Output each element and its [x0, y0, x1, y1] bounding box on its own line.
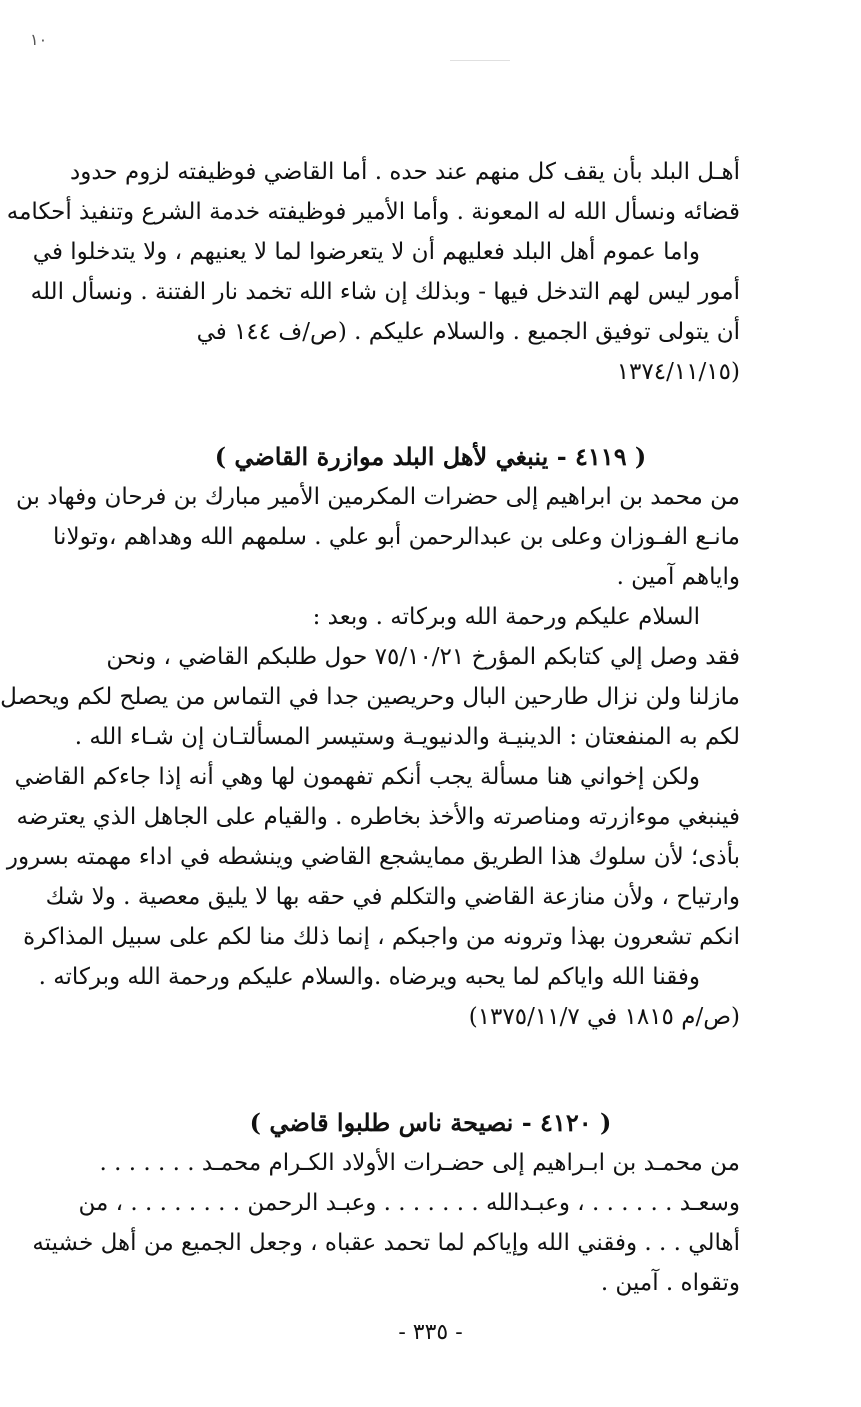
text-line: وسعـد . . . . . . ، وعبـدالله . . . . . . . وعبـد الرحمن . . . . . . . . ، من — [78, 1190, 740, 1216]
text-line: أمور ليس لهم التدخل فيها - وبذلك إن شاء الله تخمد نار الفتنة . ونسأل الله — [30, 279, 740, 305]
section-heading-4119: ( ٤١١٩ - ينبغي لأهل البلد موازرة القاضي ) — [214, 442, 647, 471]
text-line: مانـع الفـوزان وعلى بن عبدالرحمن أبو علي . سلمهم الله وهداهم ،وتولانا — [53, 524, 740, 550]
section-4120-body — [32, 1143, 740, 1303]
text-line: وارتياح ، ولأن منازعة القاضي والتكلم في حقه بها لا يليق معصية . ولا شك — [45, 884, 740, 910]
text-line: من محمد بن ابراهيم إلى حضرات المكرمين الأمير مبارك بن فرحان وفهاد بن — [16, 484, 740, 510]
text-line: مازلنا ولن نزال طارحين البال وحريصين جدا في التماس من يصلح لكم ويحصل — [0, 684, 740, 710]
text-line: بأذى؛ لأن سلوك هذا الطريق ممايشجع القاضي وينشطه في اداء مهمته بسرور — [6, 844, 740, 870]
intro-paragraph — [6, 152, 740, 392]
text-line: ولكن إخواني هنا مسألة يجب أنكم تفهمون لها وهي أنه إذا جاءكم القاضي — [14, 764, 700, 790]
section-heading-4120: ( ٤١٢٠ - نصيحة ناس طلبوا قاضي ) — [249, 1108, 612, 1137]
text-line: قضائه ونسأل الله له المعونة . وأما الأمير فوظيفته خدمة الشرع وتنفيذ أحكامه — [6, 199, 740, 225]
reference-line: (١٣٧٤/١١/١٥ — [616, 359, 740, 385]
section-4119-body — [0, 477, 740, 1037]
reference-line: (ص/م ١٨١٥ في ١٣٧٥/١١/٧) — [468, 1004, 740, 1030]
text-line: واياهم آمين . — [616, 564, 740, 590]
text-line: واما عموم أهل البلد فعليهم أن لا يتعرضوا لما لا يعنيهم ، ولا يتدخلوا في — [32, 239, 700, 265]
corner-mark: ۱۰ — [30, 30, 48, 49]
text-line: فقد وصل إلي كتابكم المؤرخ ٧٥/١٠/٢١ حول طلبكم القاضي ، ونحن — [106, 644, 740, 670]
scan-smudge — [450, 60, 510, 65]
text-line: أهـل البلد بأن يقف كل منهم عند حده . أما القاضي فوظيفته لزوم حدود — [70, 159, 740, 185]
greeting-line: السلام عليكم ورحمة الله وبركاته . وبعد : — [312, 604, 700, 630]
text-line: من محمـد بن ابـراهيم إلى حضـرات الأولاد الكـرام محمـد . . . . . . . — [99, 1150, 740, 1176]
text-line: فينبغي موءازرته ومناصرته والأخذ بخاطره . والقيام على الجاهل الذي يعترضه — [16, 804, 740, 830]
text-line: انكم تشعرون بهذا وترونه من واجبكم ، إنما ذلك منا لكم على سبيل المذاكرة — [23, 924, 740, 950]
text-line: وفقنا الله واياكم لما يحبه ويرضاه .والسلام عليكم ورحمة الله وبركاته . — [38, 964, 700, 990]
text-line: أن يتولى توفيق الجميع . والسلام عليكم . (ص/ف ١٤٤ في — [196, 319, 740, 345]
text-line: أهالي . . . وفقني الله وإياكم لما تحمد عقباه ، وجعل الجميع من أهل خشيته — [32, 1230, 740, 1256]
page-number: - ٣٣٥ - — [398, 1320, 463, 1345]
text-line: وتقواه . آمين . — [600, 1270, 740, 1296]
text-line: لكم به المنفعتان : الدينيـة والدنيويـة وستيسر المسألتـان إن شـاء الله . — [74, 724, 740, 750]
